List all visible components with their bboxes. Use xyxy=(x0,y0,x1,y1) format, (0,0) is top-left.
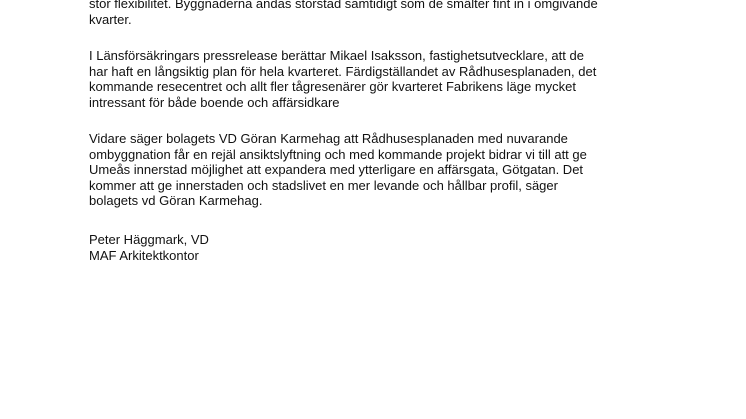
signature-name: Peter Häggmark, VD xyxy=(89,232,209,247)
text-line: ombyggnation får en rejäl ansiktslyftning och med kommande projekt bidrar vi till att ge xyxy=(89,146,587,162)
text-line: kommer att ge innerstaden och stadslivet en mer levande och hållbar profil, säger xyxy=(89,177,558,193)
text-line: kommande resecentret och allt fler tågresenärer gör kvarteret Fabrikens läge mycket xyxy=(89,79,576,95)
text-line: I Länsförsäkringars pressrelease berättar Mikael Isaksson, fastighetsutvecklare, att de xyxy=(89,48,584,63)
text-line: Vidare säger bolagets VD Göran Karmehag att Rådhusesplanaden med nuvarande xyxy=(89,131,568,146)
text-line: har haft en långsiktig plan för hela kvarteret. Färdigställandet av Rådhusesplanaden, det xyxy=(89,63,597,79)
signature-block xyxy=(89,232,689,263)
text-line: kvarter. xyxy=(89,11,132,27)
text-line: bolagets vd Göran Karmehag. xyxy=(89,193,263,209)
text-line: stor flexibilitet. Byggnaderna andas storstad samtidigt som de smälter fint in i omgivande xyxy=(89,0,598,11)
paragraph-press-release xyxy=(89,48,689,110)
signature-organization: MAF Arkitektkontor xyxy=(89,247,199,263)
paragraph-ceo-quote xyxy=(89,131,689,209)
text-line: Umeås innerstad möjlighet att expandera med ytterligare en affärsgata, Götgatan. Det xyxy=(89,162,584,178)
paragraph-flexibility xyxy=(89,0,689,27)
text-line: intressant för både boende och affärsidkare xyxy=(89,94,340,110)
